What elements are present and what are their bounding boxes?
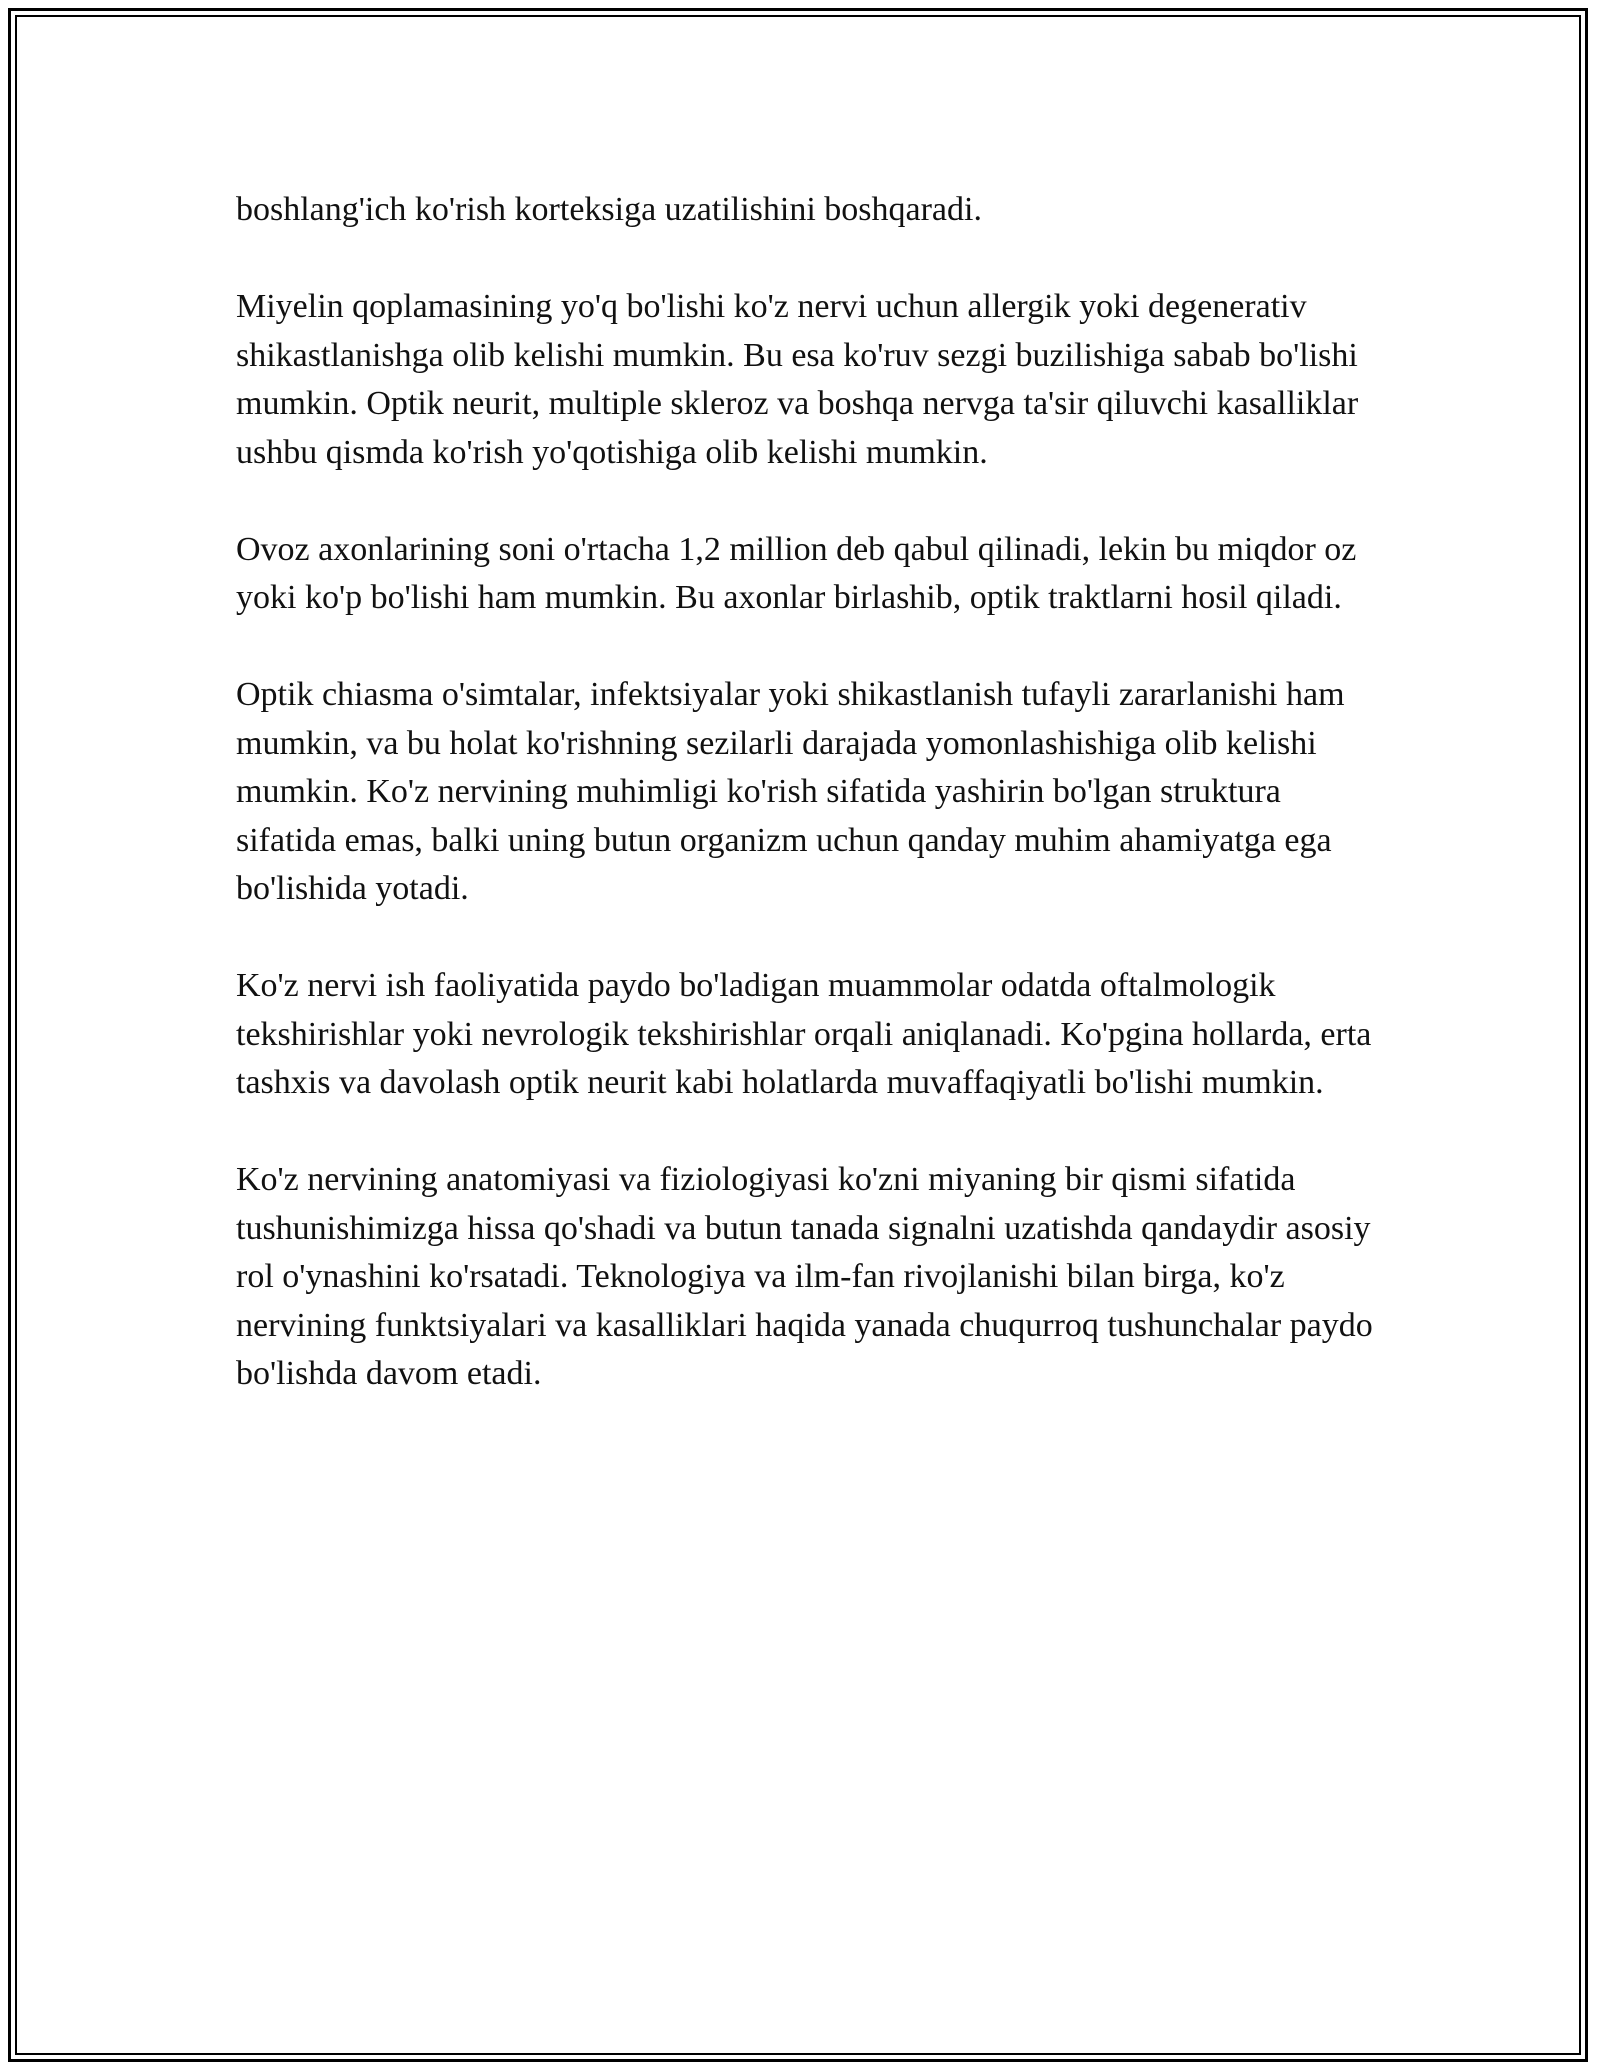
paragraph: boshlang'ich ko'rish korteksiga uzatilishini boshqaradi. xyxy=(236,191,982,228)
document-body xyxy=(236,186,1386,1447)
paragraph: Ko'z nervining anatomiyasi va fiziologiyasi ko'zni miyaning bir qismi sifatida tushunishimizga hissa qo'shadi va butun tanada signalni uzatishda qandaydir asosiy rol o'ynashini ko'rsatadi. Teknologiya va ilm-fan rivojlanishi bilan birga, ko'z nervining funktsiyalari va kasalliklari haqida yanada chuqurroq tushunchalar paydo bo'lishda davom etadi. xyxy=(236,1161,1373,1392)
paragraph: Miyelin qoplamasining yo'q bo'lishi ko'z nervi uchun allergik yoki degenerativ shikastlanishga olib kelishi mumkin. Bu esa ko'ruv sezgi buzilishiga sabab bo'lishi mumkin. Optik neurit, multiple skleroz va boshqa nervga ta'sir qiluvchi kasalliklar ushbu qismda ko'rish yo'qotishiga olib kelishi mumkin. xyxy=(236,288,1359,471)
paragraph: Optik chiasma o'simtalar, infektsiyalar yoki shikastlanish tufayli zararlanishi ham mumkin, va bu holat ko'rishning sezilarli darajada yomonlashishiga olib kelishi mumkin. Ko'z nervining muhimligi ko'rish sifatida yashirin bo'lgan struktura sifatida emas, balki uning butun organizm uchun qanday muhim ahamiyatga ega bo'lishida yotadi. xyxy=(236,676,1345,907)
paragraph: Ko'z nervi ish faoliyatida paydo bo'ladigan muammolar odatda oftalmologik tekshirishlar yoki nevrologik tekshirishlar orqali aniqlanadi. Ko'pgina hollarda, erta tashxis va davolash optik neurit kabi holatlarda muvaffaqiyatli bo'lishi mumkin. xyxy=(236,967,1372,1101)
paragraph: Ovoz axonlarining soni o'rtacha 1,2 million deb qabul qilinadi, lekin bu miqdor oz yoki ko'p bo'lishi ham mumkin. Bu axonlar birlashib, optik traktlarni hosil qiladi. xyxy=(236,530,1357,616)
